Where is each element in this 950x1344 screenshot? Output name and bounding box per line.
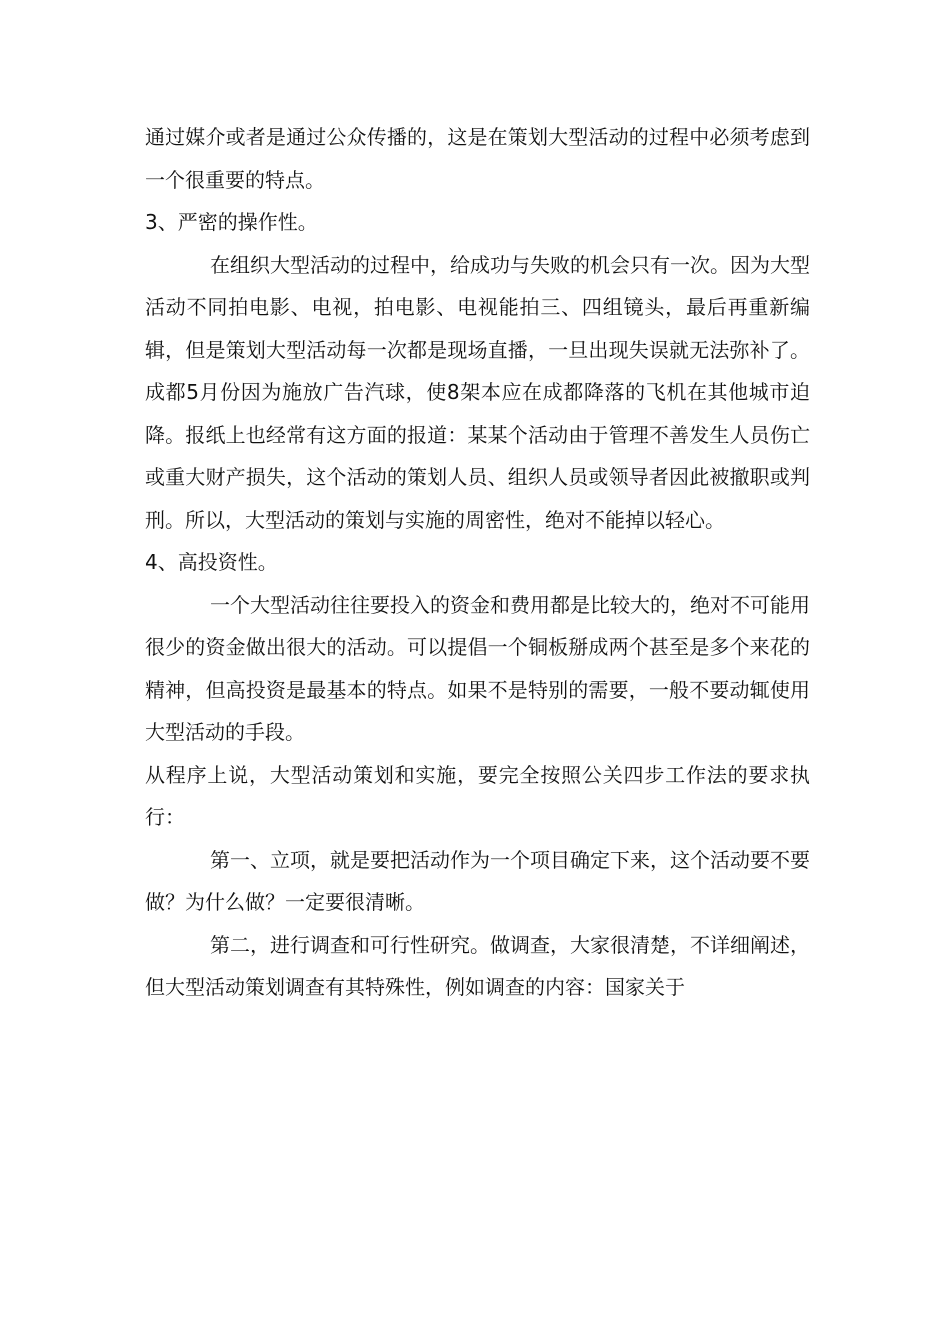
- paragraph-5: 第一、立项，就是要把活动作为一个项目确定下来，这个活动要不要做？为什么做？一定要很清晰。: [145, 847, 810, 914]
- paragraph-2: 在组织大型活动的过程中，给成功与失败的机会只有一次。因为大型活动不同拍电影、电视，拍电影、电视能拍三、四组镜头，最后再重新编辑，但是策划大型活动每一次都是现场直播，一旦出现失误就无法弥补了。成都5月份因为施放广告汽球，使8架本应在成都降落的飞机在其他城市迫降。报纸上也经常有这方面的报道：某某个活动由于管理不善发生人员伤亡或重大财产损失，这个活动的策划人员、组织人员或领导者因此被撤职或判刑。所以，大型活动的策划与实施的周密性，绝对不能掉以轻心。: [145, 252, 810, 532]
- paragraph-6: 第二，进行调查和可行性研究。做调查，大家很清楚，不详细阐述，但大型活动策划调查有其特殊性，例如调查的内容：国家关于: [145, 932, 810, 999]
- paragraph-1: 通过媒介或者是通过公众传播的，这是在策划大型活动的过程中必须考虑到一个很重要的特点。: [145, 125, 810, 192]
- section-heading-4: 4、高投资性。: [145, 550, 278, 574]
- document-page: [145, 116, 810, 1009]
- paragraph-3: 一个大型活动往往要投入的资金和费用都是比较大的，绝对不可能用很少的资金做出很大的活动。可以提倡一个铜板掰成两个甚至是多个来花的精神，但高投资是最基本的特点。如果不是特别的需要，一般不要动辄使用大型活动的手段。: [145, 592, 810, 744]
- paragraph-4: 从程序上说，大型活动策划和实施，要完全按照公关四步工作法的要求执行：: [145, 762, 810, 829]
- section-heading-3: 3、严密的操作性。: [145, 210, 318, 234]
